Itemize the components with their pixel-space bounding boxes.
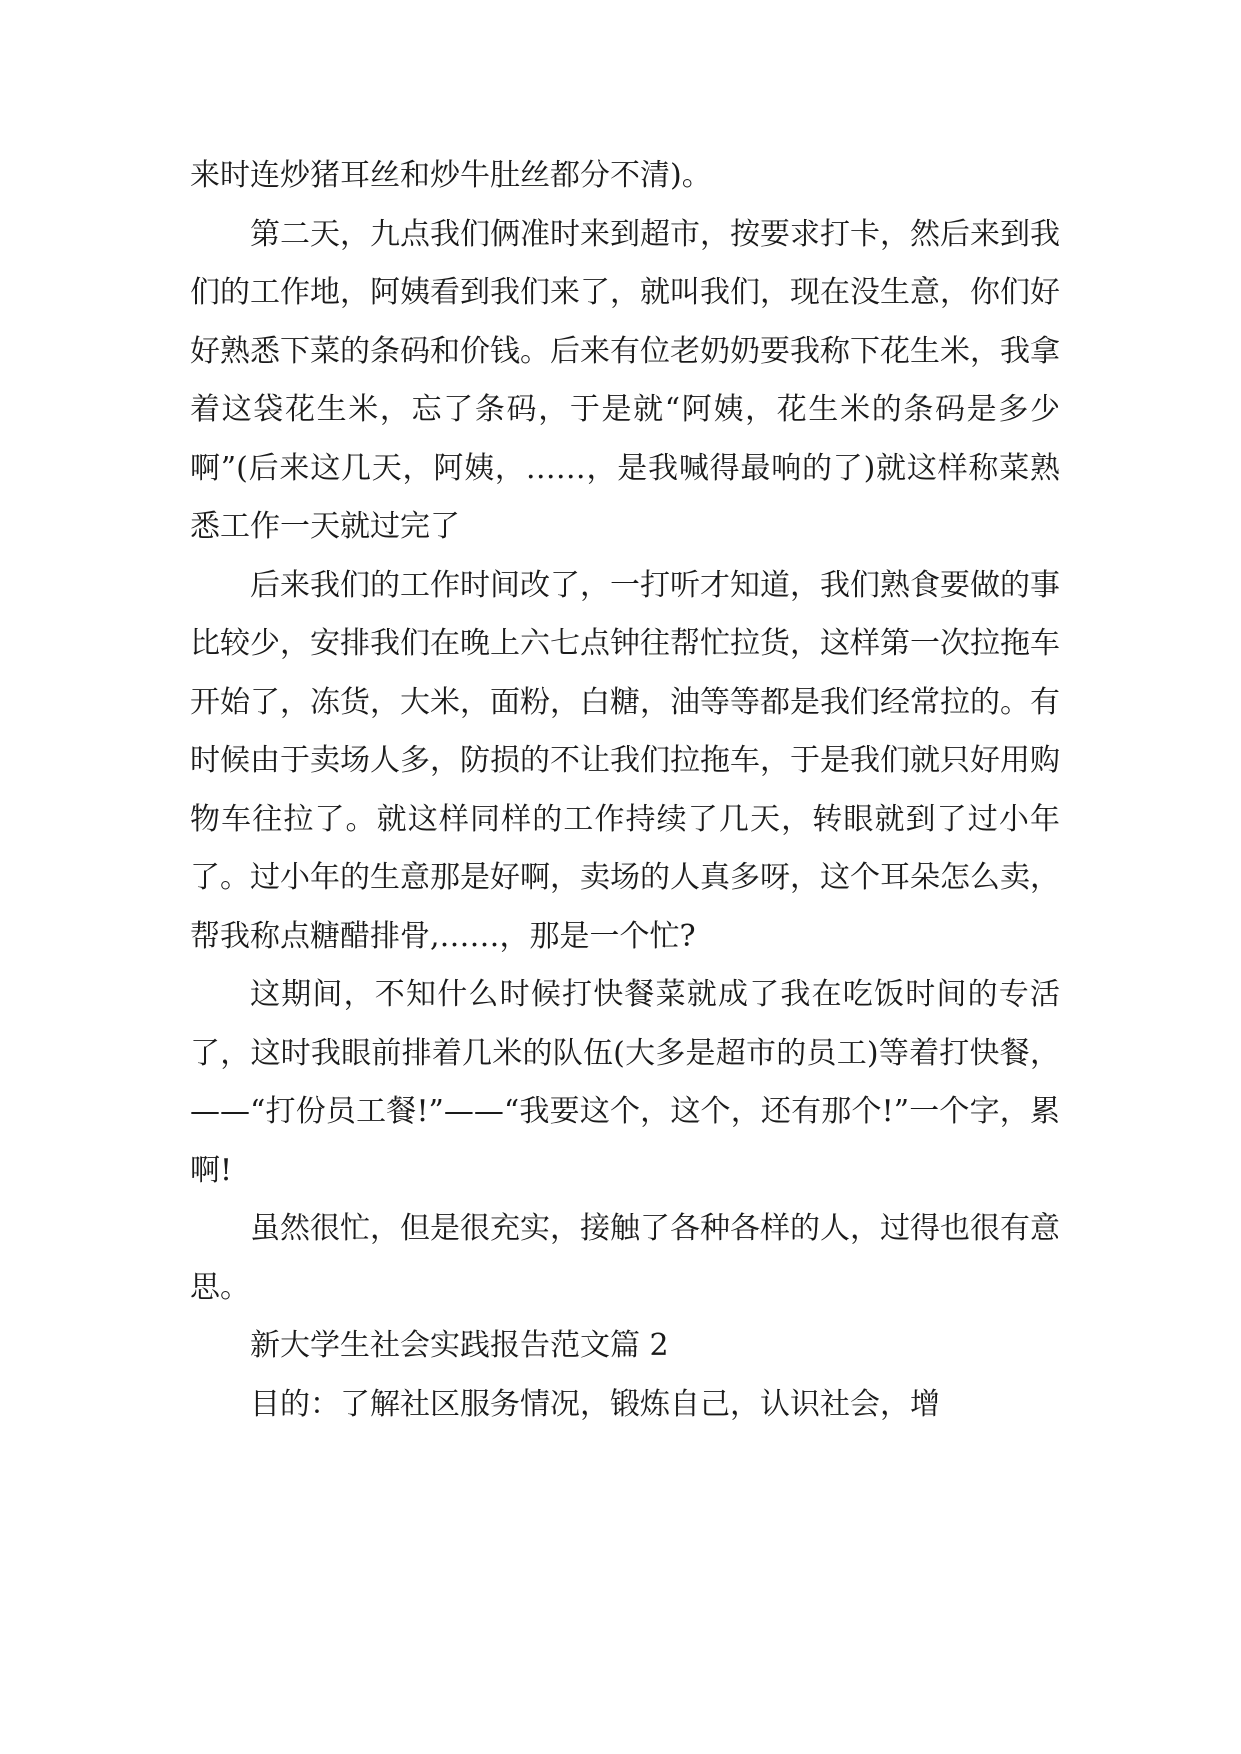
paragraph-purpose: 目的：了解社区服务情况，锻炼自己，认识社会，增 bbox=[250, 1386, 940, 1422]
document-body bbox=[190, 147, 1060, 1434]
paragraph-work-change: 后来我们的工作时间改了，一打听才知道，我们熟食要做的事比较少，安排我们在晚上六七点钟往帮忙拉货，这样第一次拉拖车开始了，冻货，大米，面粉，白糖，油等等都是我们经常拉的。有时候由于卖场人多，防损的不让我们拉拖车，于是我们就只好用购物车往拉了。就这样同样的工作持续了几天，转眼就到了过小年了。过小年的生意那是好啊，卖场的人真多呀，这个耳朵怎么卖，帮我称点糖醋排骨,……，那是一个忙? bbox=[190, 567, 1060, 954]
paragraph-fast-food: 这期间，不知什么时候打快餐菜就成了我在吃饭时间的专活了，这时我眼前排着几米的队伍(大多是超市的员工)等着打快餐，——“打份员工餐!”——“我要这个，这个，还有那个!”一个字，累啊! bbox=[190, 977, 1060, 1188]
paragraph-continuation: 来时连炒猪耳丝和炒牛肚丝都分不清)。 bbox=[190, 158, 712, 193]
section-heading: 新大学生社会实践报告范文篇 2 bbox=[250, 1328, 669, 1363]
paragraph-day-two: 第二天，九点我们俩准时来到超市，按要求打卡，然后来到我们的工作地，阿姨看到我们来了，就叫我们，现在没生意，你们好好熟悉下菜的条码和价钱。后来有位老奶奶要我称下花生米，我拿着这袋花生米，忘了条码，于是就“阿姨，花生米的条码是多少啊”(后来这几天，阿姨，……，是我喊得最响的了)就这样称菜熟悉工作一天就过完了 bbox=[190, 216, 1060, 544]
paragraph-conclusion: 虽然很忙，但是很充实，接触了各种各样的人，过得也很有意思。 bbox=[190, 1211, 1060, 1305]
